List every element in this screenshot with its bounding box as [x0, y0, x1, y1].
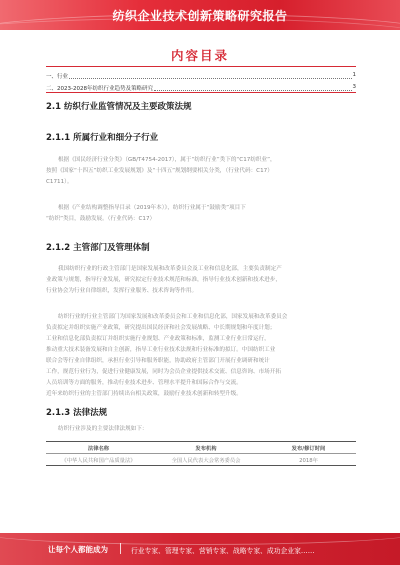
- text-line: C1711）。: [46, 179, 73, 185]
- paragraph: [46, 312, 356, 400]
- table-cell: 2018年: [261, 454, 356, 466]
- toc-leader-dots: [69, 72, 351, 79]
- paragraph: [46, 155, 356, 188]
- toc-item-page: 1: [352, 72, 356, 78]
- text-line: 工作，规范行业行为，促进行业健康发展，同时为会员企业提供技术交流、信息咨询、市场开拓: [46, 369, 281, 375]
- toc-item-page: 3: [352, 84, 356, 90]
- toc-divider: [46, 66, 356, 67]
- table-header-row: [46, 442, 356, 454]
- toc-item-label: 二、2023-2028年纺织行业趋势及策略研究: [46, 86, 153, 92]
- footer-slogan: 让每个人都能成为: [48, 545, 108, 554]
- text-line: 根据《产业结构调整指导目录（2019年本）》，纺织行业属于“鼓励类”项目下: [58, 205, 246, 211]
- toc-item[interactable]: [46, 72, 356, 80]
- paragraph: [46, 264, 356, 297]
- footer-roles: 行业专家、管理专家、营销专家、战略专家、成功企业家……: [131, 547, 315, 555]
- toc-item[interactable]: [46, 84, 356, 92]
- toc-title: 内容目录: [170, 48, 229, 63]
- table-cell: 《中华人民共和国产品质量法》: [46, 454, 151, 466]
- text-line: “纺织”类目，鼓励发展。（行业代码：C17）: [46, 216, 156, 222]
- table-header-cell: 发布机构: [151, 442, 261, 454]
- subsection-heading: 2.1.2 主管部门及管理体制: [46, 243, 150, 253]
- table-cell: 全国人民代表大会常务委员会: [151, 454, 261, 466]
- text-line: 根据《国民经济行业分类》（GB/T4754-2017），属于“纺织行业”类下的“C17纺织业”，: [58, 157, 276, 163]
- text-line: 按照《国家“十四五”纺织工业发展规划》及“十四五”规划纲要相关分类，（行业代码：C17）: [46, 168, 273, 174]
- footer-banner: [0, 533, 400, 565]
- footer-divider: [120, 543, 121, 554]
- table-row: [46, 454, 356, 466]
- text-line: 负责拟定并组织实施产业政策，研究提出国民经济和社会发展战略、中长期规划和年度计划；: [46, 325, 276, 331]
- paragraph: [46, 203, 356, 225]
- toc-leader-dots: [154, 84, 352, 91]
- toc-item-label: 一、行业: [46, 74, 69, 80]
- text-line: 行业协会为行业自律组织，发挥行业服务、技术咨询等作用。: [46, 288, 198, 294]
- table-header-cell: 法律名称: [46, 442, 151, 454]
- text-line: 近年来纺织行业的主管部门持续出台相关政策，鼓励行业技术创新和转型升级。: [46, 391, 242, 397]
- text-line: 推动重大技术装备发展和自主创新，指导工业行业技术法规和行业标准的拟订。中国纺织工业: [46, 347, 276, 353]
- paragraph: [46, 424, 356, 435]
- section-heading: 2.1 纺织行业监管情况及主要政策法规: [46, 102, 192, 112]
- table-header-cell: 发布/修订时间: [261, 442, 356, 454]
- text-line: 我国纺织行业的行政主管部门是国家发展和改革委员会及工业和信息化部，主要负责制定产: [58, 266, 282, 272]
- text-line: 纺织行业涉及的主要法律法规如下：: [58, 426, 148, 432]
- text-line: 纺织行业的行业主管部门为国家发展和改革委员会和工业和信息化部，国家发展和改革委员会: [58, 314, 288, 320]
- subsection-heading: 2.1.3 法律法规: [46, 408, 108, 418]
- text-line: 工业和信息化部负责拟订并组织实施行业规划、产业政策和标准，监测工业行业日常运行，: [46, 336, 270, 342]
- subsection-heading: 2.1.1 所属行业和细分子行业: [46, 133, 159, 143]
- text-line: 业政策与规划，指导行业发展，研究拟定行业技术规范和标准，指导行业技术创新和技术进步，: [46, 277, 281, 283]
- text-line: 人员培训等方面的服务，推动行业技术进步、管理水平提升和国际合作与交流。: [46, 380, 242, 386]
- toc-divider: [46, 92, 356, 93]
- text-line: 联合会等行业自律组织，承担行业引导和服务职能，协助政府主管部门开展行业调研和统计: [46, 358, 270, 364]
- laws-table: [46, 441, 356, 466]
- report-title: 纺织企业技术创新策略研究报告: [112, 9, 288, 23]
- header-banner: [0, 0, 400, 30]
